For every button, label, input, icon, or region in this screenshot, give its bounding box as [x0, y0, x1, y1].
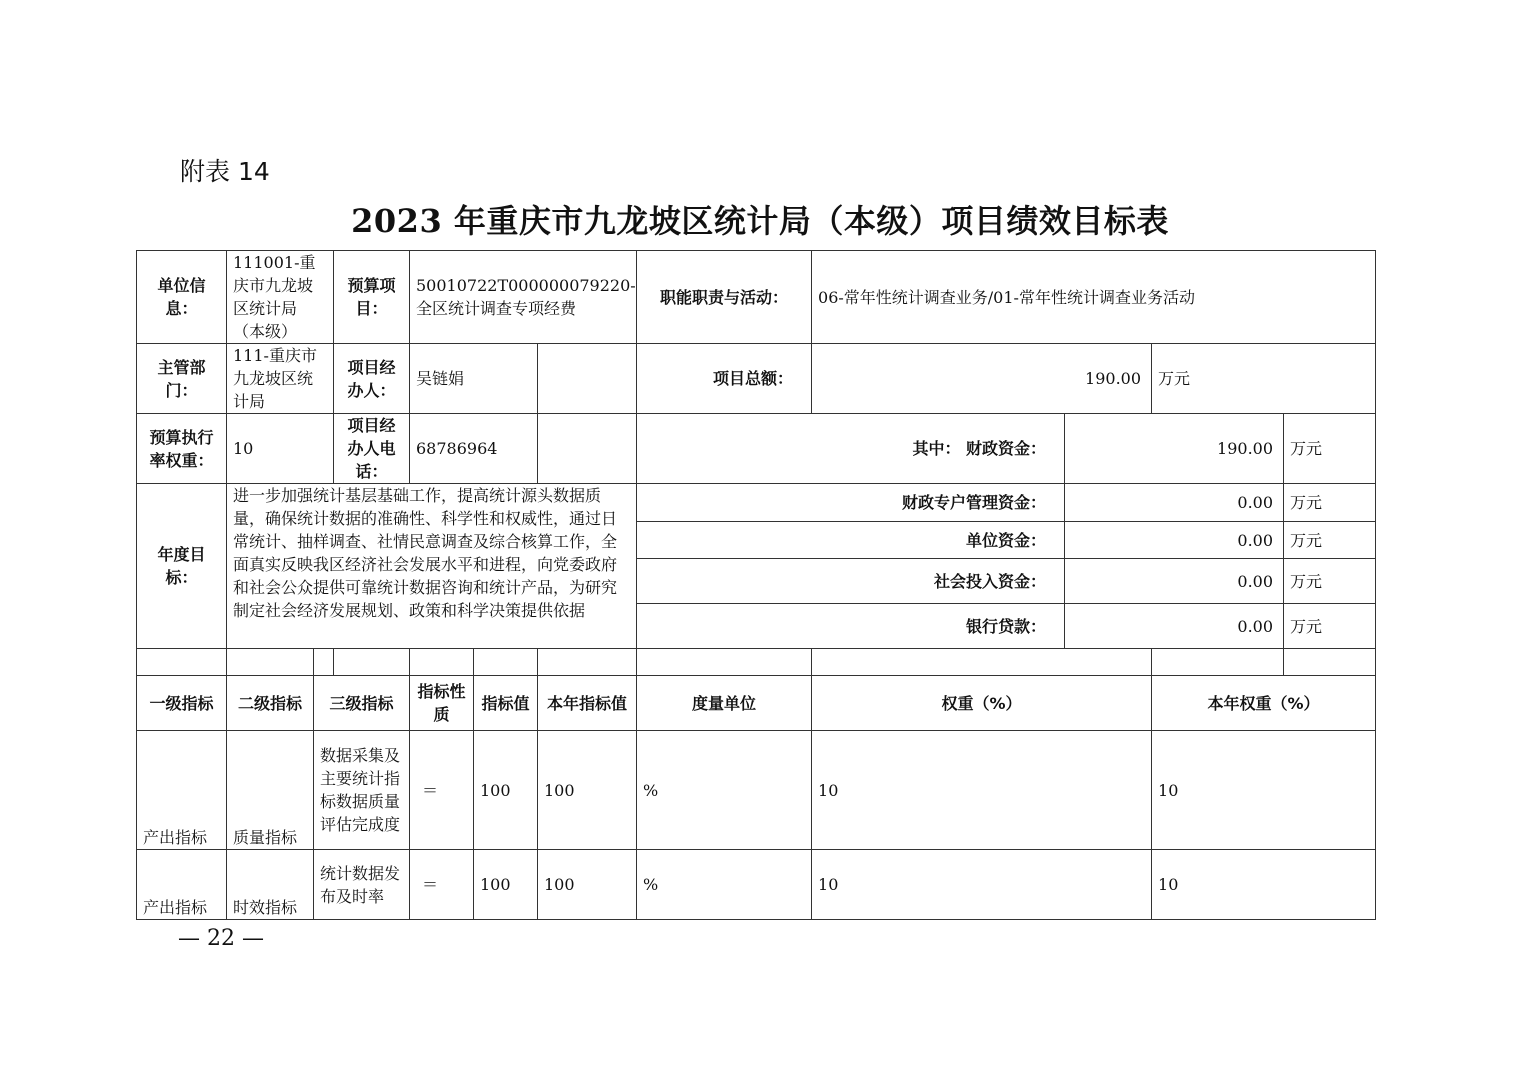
empty-cell [538, 414, 637, 484]
loan-unit: 万元 [1284, 604, 1376, 649]
header-year-value: 本年指标值 [538, 676, 637, 731]
empty-cell [538, 344, 637, 414]
dept-label: 主管部门： [137, 344, 227, 414]
duty-value: 06-常年性统计调查业务/01-常年性统计调查业务活动 [812, 251, 1376, 344]
fiscal-label: 其中： 财政资金： [637, 414, 1065, 484]
empty-cell [137, 649, 227, 676]
budget-item-label: 预算项目： [334, 251, 410, 344]
total-unit: 万元 [1152, 344, 1376, 414]
empty-cell [474, 649, 538, 676]
indicator-weight: 10 [812, 850, 1152, 920]
indicator-year-value: 100 [538, 731, 637, 850]
budget-item-value: 50010722T000000079220-全区统计调查专项经费 [410, 251, 637, 344]
special-unit: 万元 [1284, 484, 1376, 522]
info-row-unit [137, 251, 1376, 344]
header-level2: 二级指标 [227, 676, 314, 731]
dept-value: 111-重庆市九龙坡区统计局 [227, 344, 334, 414]
page-title: 2023 年重庆市九龙坡区统计局（本级）项目绩效目标表 [351, 202, 1169, 240]
indicator-nature: ＝ [410, 850, 474, 920]
header-weight: 权重（%） [812, 676, 1152, 731]
indicator-year-weight: 10 [1152, 731, 1376, 850]
info-row-dept [137, 344, 1376, 414]
fiscal-value: 190.00 [1065, 414, 1284, 484]
indicator-row [137, 731, 1376, 850]
indicator-level1: 产出指标 [137, 731, 227, 850]
empty-cell [637, 649, 812, 676]
total-label: 项目总额： [637, 344, 812, 414]
info-row-rate [137, 414, 1376, 484]
header-measure: 度量单位 [637, 676, 812, 731]
loan-value: 0.00 [1065, 604, 1284, 649]
indicator-level2: 时效指标 [227, 850, 314, 920]
unit-label: 单位信息： [137, 251, 227, 344]
indicator-weight: 10 [812, 731, 1152, 850]
performance-table [136, 250, 1376, 920]
rate-value: 10 [227, 414, 334, 484]
loan-label: 银行贷款： [637, 604, 1065, 649]
empty-cell [812, 649, 1152, 676]
manager-value: 吴链娟 [410, 344, 538, 414]
indicator-level1: 产出指标 [137, 850, 227, 920]
phone-label: 项目经办人电话： [334, 414, 410, 484]
empty-cell [314, 649, 334, 676]
indicator-value: 100 [474, 731, 538, 850]
special-value: 0.00 [1065, 484, 1284, 522]
spacer-row [137, 649, 1376, 676]
info-row-goal [137, 484, 1376, 522]
header-value: 指标值 [474, 676, 538, 731]
header-level3: 三级指标 [314, 676, 410, 731]
empty-cell [1152, 649, 1284, 676]
indicator-row [137, 850, 1376, 920]
unit-fund-unit: 万元 [1284, 522, 1376, 559]
empty-cell [1284, 649, 1376, 676]
empty-cell [410, 649, 474, 676]
indicator-level2: 质量指标 [227, 731, 314, 850]
indicator-level3: 数据采集及主要统计指标数据质量评估完成度 [314, 731, 410, 850]
empty-cell [227, 649, 314, 676]
goal-value: 进一步加强统计基层基础工作，提高统计源头数据质量，确保统计数据的准确性、科学性和权威性，通过日常统计、抽样调查、社情民意调查及综合核算工作，全面真实反映我区经济社会发展水平和进程，向党委政府和社会公众提供可靠统计数据咨询和统计产品，为研究制定社会经济发展规划、政策和科学决策提供依据 [227, 484, 637, 649]
social-value: 0.00 [1065, 559, 1284, 604]
goal-label: 年度目标： [137, 484, 227, 649]
indicator-year-weight: 10 [1152, 850, 1376, 920]
header-nature: 指标性质 [410, 676, 474, 731]
indicator-header-row [137, 676, 1376, 731]
indicator-nature: ＝ [410, 731, 474, 850]
social-label: 社会投入资金： [637, 559, 1065, 604]
special-label: 财政专户管理资金： [637, 484, 1065, 522]
duty-label: 职能职责与活动： [637, 251, 812, 344]
indicator-measure: % [637, 731, 812, 850]
fiscal-unit: 万元 [1284, 414, 1376, 484]
empty-cell [538, 649, 637, 676]
appendix-label: 附表 14 [180, 157, 270, 186]
manager-label: 项目经办人： [334, 344, 410, 414]
unit-value: 111001-重庆市九龙坡区统计局（本级） [227, 251, 334, 344]
unit-fund-value: 0.00 [1065, 522, 1284, 559]
indicator-level3: 统计数据发布及时率 [314, 850, 410, 920]
header-level1: 一级指标 [137, 676, 227, 731]
unit-fund-label: 单位资金： [637, 522, 1065, 559]
indicator-value: 100 [474, 850, 538, 920]
indicator-year-value: 100 [538, 850, 637, 920]
rate-label: 预算执行率权重： [137, 414, 227, 484]
page-number: — 22 — [178, 926, 264, 951]
header-year-weight: 本年权重（%） [1152, 676, 1376, 731]
phone-value: 68786964 [410, 414, 538, 484]
total-value: 190.00 [812, 344, 1152, 414]
social-unit: 万元 [1284, 559, 1376, 604]
indicator-measure: % [637, 850, 812, 920]
empty-cell [334, 649, 410, 676]
